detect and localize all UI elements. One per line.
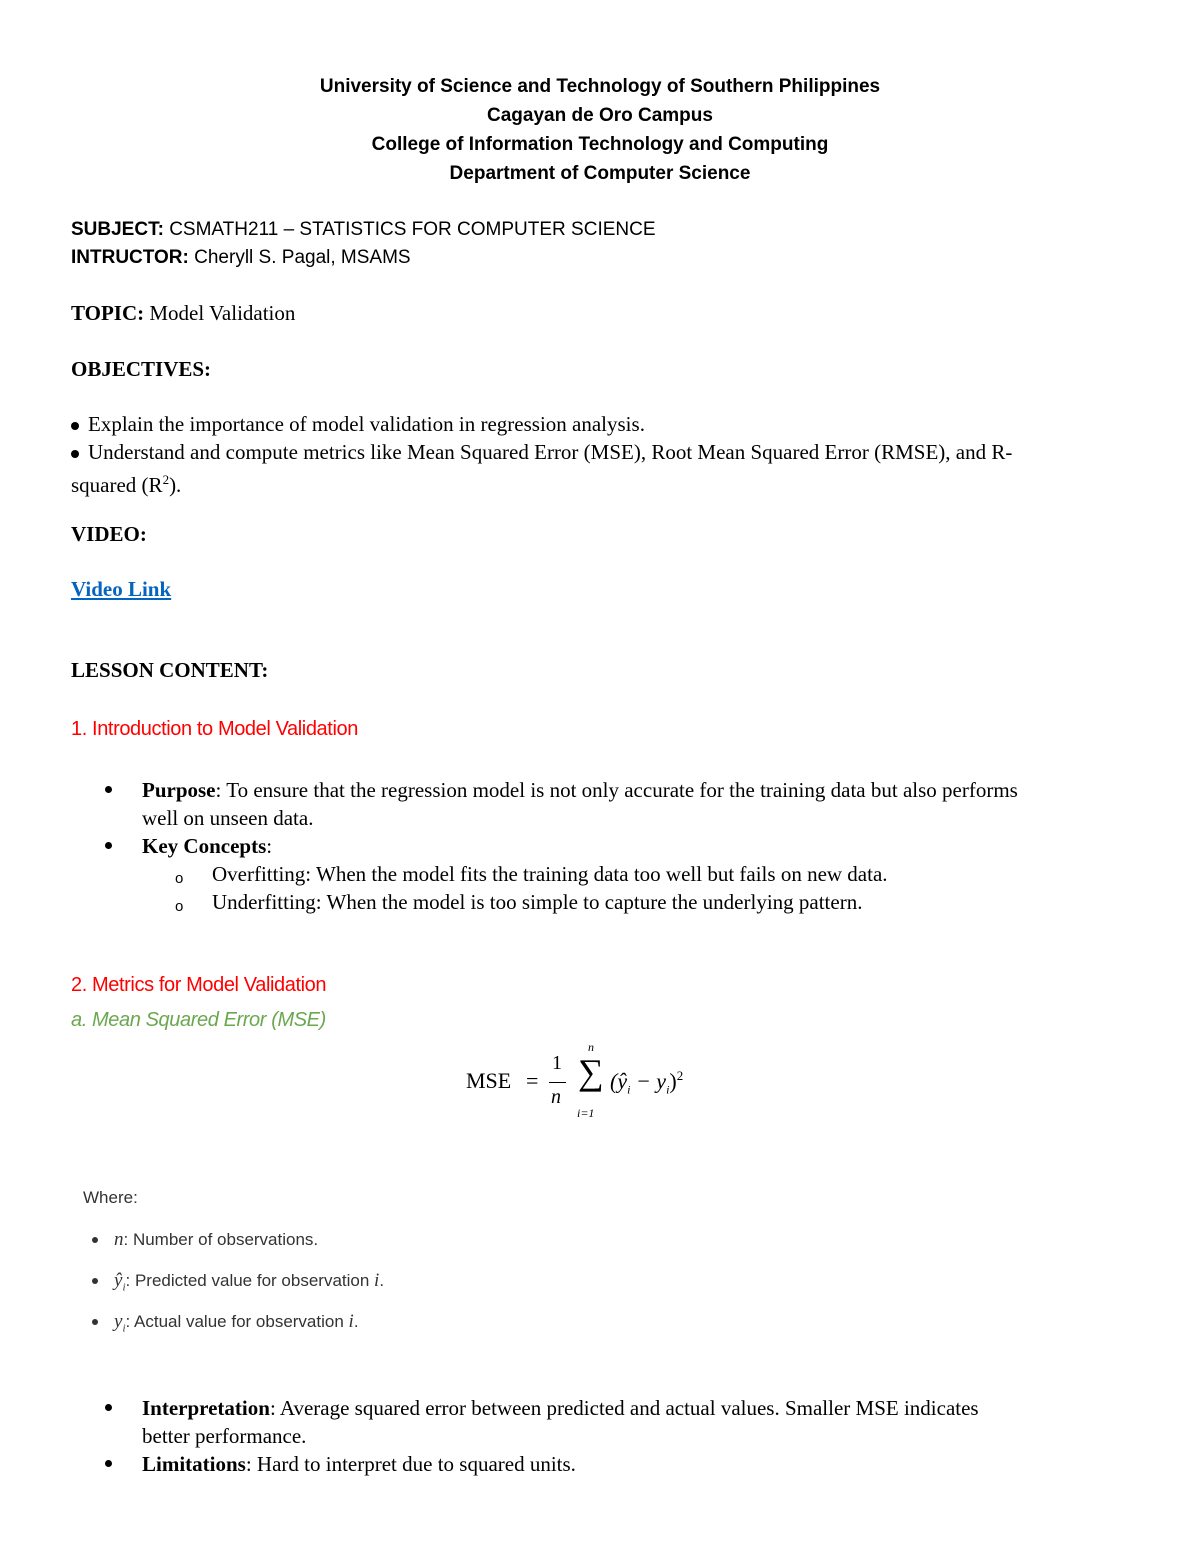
- limitations-label: Limitations: [142, 1452, 246, 1476]
- subject-value: CSMATH211 – STATISTICS FOR COMPUTER SCIENCE: [169, 219, 656, 240]
- circle-bullet-icon: o: [175, 898, 184, 915]
- where-item: [92, 1270, 384, 1311]
- formula-minus-y: − y: [630, 1068, 667, 1094]
- mse-notes-list: [105, 1394, 1165, 1478]
- where-list: [92, 1229, 384, 1352]
- formula-yhat: (ŷ: [610, 1068, 628, 1094]
- where-text-yhat: : Predicted value for observation: [125, 1271, 375, 1290]
- purpose-text-1: : To ensure that the regression model is not only accurate for the training data but also performs: [215, 778, 1018, 802]
- sigma-icon: ∑: [578, 1052, 604, 1092]
- sum-upper-limit: n: [588, 1040, 594, 1054]
- instructor-value: Cheryll S. Pagal, MSAMS: [194, 247, 411, 268]
- subject-line: [71, 216, 656, 244]
- sum-lower-limit: i=1: [577, 1106, 595, 1120]
- formula-numerator: 1: [552, 1052, 562, 1074]
- video-link-line: [71, 575, 171, 603]
- overfitting-text: Overfitting: When the model fits the training data too well but fails on new data.: [212, 862, 888, 886]
- objective-text-3b: ).: [169, 473, 182, 497]
- bullet-icon: [105, 1404, 112, 1411]
- where-end: .: [353, 1312, 359, 1331]
- formula-sub-i: i: [627, 1082, 631, 1097]
- purpose-text-2: well on unseen data.: [142, 806, 314, 830]
- objective-item: [71, 410, 1141, 438]
- topic-line: [71, 299, 295, 327]
- circle-bullet-icon: o: [175, 870, 184, 887]
- formula-body: [610, 1068, 683, 1098]
- college-name: College of Information Technology and Computing: [371, 134, 829, 155]
- symbol-yhat: ŷ: [114, 1270, 123, 1291]
- lesson-heading: [71, 656, 268, 684]
- topic-value: Model Validation: [149, 301, 296, 325]
- campus-name: Cagayan de Oro Campus: [487, 105, 713, 126]
- video-heading: [71, 520, 147, 548]
- document-header: [0, 72, 1200, 188]
- interpretation-item: [105, 1394, 1165, 1450]
- bullet-icon: [92, 1237, 98, 1243]
- formula-lhs: MSE: [466, 1068, 512, 1093]
- where-label: Where:: [83, 1188, 138, 1207]
- key-concepts-colon: :: [266, 834, 273, 858]
- bullet-icon: [71, 450, 79, 458]
- department-name: Department of Computer Science: [449, 163, 751, 184]
- objective-text-3a: squared (R: [71, 473, 163, 497]
- where-text-n: : Number of observations.: [123, 1230, 319, 1249]
- video-label: VIDEO:: [71, 522, 147, 546]
- where-item: [92, 1311, 384, 1352]
- objectives-label: OBJECTIVES:: [71, 357, 212, 381]
- interpretation-label: Interpretation: [142, 1396, 270, 1420]
- purpose-label: Purpose: [142, 778, 216, 802]
- university-name: University of Science and Technology of Southern Philippines: [319, 76, 881, 97]
- where-text-y: : Actual value for observation: [125, 1312, 349, 1331]
- underfitting-text: Underfitting: When the model is too simple to capture the underlying pattern.: [212, 890, 863, 914]
- objectives-heading: [71, 355, 211, 383]
- formula-denominator: n: [551, 1086, 561, 1108]
- interpretation-text-2: better performance.: [142, 1424, 307, 1448]
- section1-title: 1. Introduction to Model Validation: [71, 718, 358, 740]
- objective-item: [71, 438, 1141, 466]
- instructor-line: [71, 244, 411, 272]
- formula-close: ): [669, 1068, 677, 1094]
- where-end: .: [379, 1271, 385, 1290]
- purpose-item: [105, 776, 1165, 832]
- sub-item: [105, 860, 1165, 888]
- section2-title: 2. Metrics for Model Validation: [71, 974, 327, 996]
- symbol-i: i: [374, 1270, 380, 1291]
- formula-power: 2: [676, 1068, 684, 1083]
- section2-subtitle: a. Mean Squared Error (MSE): [71, 1009, 326, 1031]
- key-concepts-label: Key Concepts: [142, 834, 267, 858]
- bullet-icon: [105, 842, 112, 849]
- sub-item: [105, 888, 1165, 916]
- limitations-item: [105, 1450, 1165, 1478]
- key-concepts-item: [105, 832, 1165, 860]
- symbol-i: i: [348, 1311, 354, 1332]
- video-link[interactable]: Video Link: [71, 577, 172, 601]
- bullet-icon: [105, 1460, 112, 1467]
- symbol-y: y: [114, 1311, 123, 1332]
- formula-sub-i2: i: [666, 1082, 670, 1097]
- section1-list: [105, 776, 1165, 916]
- superscript-two: 2: [162, 472, 170, 487]
- interpretation-text-1: : Average squared error between predicted and actual values. Smaller MSE indicates: [269, 1396, 979, 1420]
- bullet-icon: [92, 1278, 98, 1284]
- bullet-icon: [71, 422, 79, 430]
- subject-label: SUBJECT:: [71, 219, 164, 240]
- bullet-icon: [105, 786, 112, 793]
- symbol-n: n: [114, 1229, 124, 1250]
- instructor-label: INTRUCTOR:: [71, 247, 189, 268]
- mse-formula: [466, 1040, 746, 1130]
- lesson-label: LESSON CONTENT:: [71, 658, 269, 682]
- where-item: [92, 1229, 384, 1270]
- objective-text-2: Understand and compute metrics like Mean Squared Error (MSE), Root Mean Squared Error (RMSE), and R-: [88, 440, 1013, 464]
- objective-item-continuation: [71, 466, 1141, 499]
- topic-label: TOPIC:: [71, 301, 145, 325]
- formula-equals: =: [526, 1068, 539, 1093]
- objectives-list: [71, 410, 1141, 499]
- objective-text-1: Explain the importance of model validation in regression analysis.: [88, 412, 645, 436]
- symbol-sub-i: i: [122, 1322, 126, 1335]
- symbol-sub-i: i: [122, 1281, 126, 1294]
- fraction-bar: [549, 1082, 566, 1083]
- bullet-icon: [92, 1319, 98, 1325]
- limitations-text: : Hard to interpret due to squared units.: [245, 1452, 576, 1476]
